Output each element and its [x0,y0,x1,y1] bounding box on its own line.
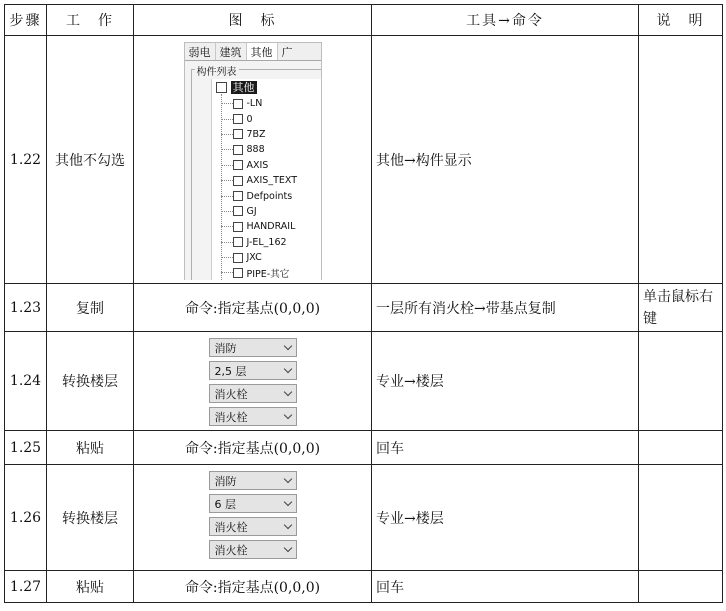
list-item[interactable]: HANDRAIL [221,219,298,234]
tab-other[interactable]: 其他 [247,43,278,60]
component-panel [184,42,322,280]
list-item[interactable]: J-EL_162 [221,235,298,250]
chevron-down-icon [283,364,291,372]
chevron-down-icon [283,474,291,482]
checkbox-icon[interactable] [233,129,243,139]
work-cell: 粘贴 [47,571,134,603]
work-cell: 转换楼层 [47,465,134,571]
list-item[interactable]: 7BZ [221,127,298,142]
step-number: 1.23 [5,284,47,332]
component-type-dropdown[interactable]: 消火栓 [209,517,297,536]
step-number: 1.26 [5,465,47,571]
command-text: 命令:指定基点(0,0,0) [134,284,372,332]
component-dropdown[interactable]: 消火栓 [209,540,297,559]
specialty-dropdown[interactable]: 消防 [209,471,297,490]
work-cell: 粘贴 [47,431,134,465]
header-step: 步骤 [5,5,47,36]
checkbox-icon[interactable] [233,114,243,124]
note-cell: 单击鼠标右键 [639,284,723,332]
tab-architecture[interactable]: 建筑 [216,43,247,60]
step-number: 1.24 [5,332,47,431]
icon-cell [134,36,372,284]
command-text: 命令:指定基点(0,0,0) [134,571,372,603]
checkbox-icon[interactable] [233,99,243,109]
checkbox-icon[interactable] [233,237,243,247]
tool-cell: 其他→构件显示 [372,36,639,284]
chevron-down-icon [283,341,291,349]
checkbox-icon[interactable] [233,268,243,278]
floor-selector [209,465,297,569]
tool-cell: 专业→楼层 [372,465,639,571]
checkbox-icon[interactable] [233,145,243,155]
tab-weak-current[interactable]: 弱电 [185,43,216,60]
list-item[interactable]: Defpoints [221,188,298,203]
list-item[interactable]: AXIS [221,158,298,173]
icon-cell [134,465,372,571]
list-item[interactable]: AXIS_TEXT [221,173,298,188]
tool-cell: 专业→楼层 [372,332,639,431]
icon-cell [134,332,372,431]
steps-table [4,4,723,603]
tool-cell: 一层所有消火栓→带基点复制 [372,284,639,332]
step-number: 1.27 [5,571,47,603]
work-cell: 复制 [47,284,134,332]
floor-selector [209,332,297,430]
step-number: 1.22 [5,36,47,284]
checkbox-icon[interactable] [216,82,227,93]
checkbox-icon[interactable] [233,253,243,263]
tool-cell: 回车 [372,571,639,603]
checkbox-icon[interactable] [233,160,243,170]
component-dropdown[interactable]: 消火栓 [209,407,297,426]
floor-dropdown[interactable]: 2,5 层 [209,361,297,380]
note-cell [639,465,723,571]
work-cell: 其他不勾选 [47,36,134,284]
table-row [5,571,723,603]
table-header-row [5,5,723,36]
note-cell [639,571,723,603]
table-row [5,431,723,465]
component-list-title: 构件列表 [195,63,239,78]
component-type-dropdown[interactable]: 消火栓 [209,384,297,403]
checkbox-icon[interactable] [233,206,243,216]
tree-items [221,96,298,280]
header-tool: 工具→命令 [372,5,639,36]
panel-tabs [185,43,321,61]
list-item[interactable]: 888 [221,142,298,157]
chevron-down-icon [283,543,291,551]
tree-root[interactable] [216,81,257,94]
table-row [5,284,723,332]
table-row [5,465,723,571]
checkbox-icon[interactable] [233,176,243,186]
tool-cell: 回车 [372,431,639,465]
step-number: 1.25 [5,431,47,465]
specialty-dropdown[interactable]: 消防 [209,338,297,357]
chevron-down-icon [283,387,291,395]
note-cell [639,36,723,284]
chevron-down-icon [283,520,291,528]
list-item[interactable]: -LN [221,96,298,111]
tree-root-label[interactable]: 其他 [232,81,255,94]
header-icon: 图 标 [134,5,372,36]
list-item[interactable]: 0 [221,111,298,126]
header-work: 工 作 [47,5,134,36]
command-text: 命令:指定基点(0,0,0) [134,431,372,465]
chevron-down-icon [283,497,291,505]
floor-dropdown[interactable]: 6 层 [209,494,297,513]
header-note: 说 明 [639,5,723,36]
tab-truncated[interactable]: 广 [281,46,293,59]
list-item[interactable]: PIPE-其它 [221,265,298,280]
list-item[interactable]: JXC [221,250,298,265]
table-row [5,332,723,431]
note-cell [639,431,723,465]
list-item[interactable]: GJ [221,204,298,219]
checkbox-icon[interactable] [233,191,243,201]
checkbox-icon[interactable] [233,222,243,232]
work-cell: 转换楼层 [47,332,134,431]
table-row [5,36,723,284]
component-tree [211,79,322,280]
chevron-down-icon [283,410,291,418]
note-cell [639,332,723,431]
